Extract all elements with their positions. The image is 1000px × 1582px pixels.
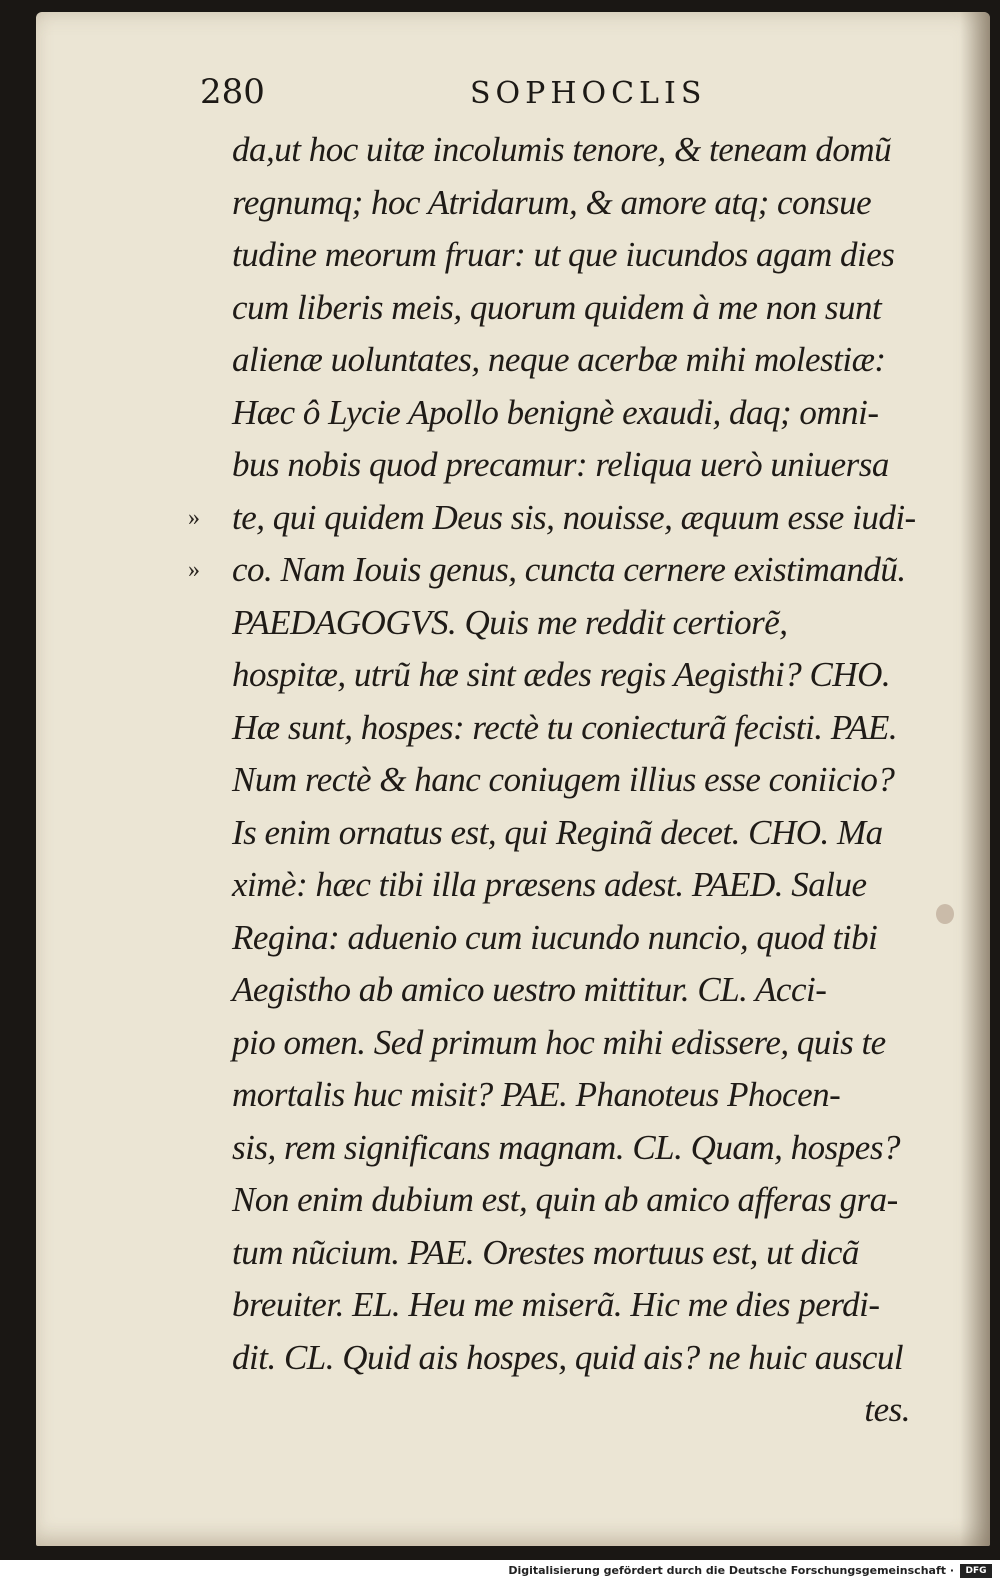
running-head [200, 72, 760, 112]
line-text: Num rectè & hanc coniugem illius esse coniicio? [232, 760, 895, 799]
text-line [190, 912, 940, 965]
line-text: pio omen. Sed primum hoc mihi edissere, quis te [232, 1022, 886, 1062]
text-line [190, 807, 940, 860]
text-line [190, 492, 940, 545]
line-text: tum nũcium. PAE. Orestes mortuus est, ut dicã [232, 1232, 859, 1272]
running-title: SOPHOCLIS [470, 76, 707, 111]
text-line [190, 1279, 940, 1332]
spine-shadow [960, 12, 990, 1546]
text-line [190, 439, 940, 492]
line-text: alienæ uoluntates, neque acerbæ mihi molestiæ: [232, 340, 886, 379]
line-text: Non enim dubium est, quin ab amico afferas gra- [232, 1180, 898, 1219]
line-text: mortalis huc misit? PAE. Phanoteus Phocen- [232, 1075, 841, 1114]
catchword-line [190, 1384, 940, 1437]
text-line [190, 544, 940, 597]
text-line [190, 859, 940, 912]
text-line [190, 964, 940, 1017]
line-text: ximè: hæc tibi illa præsens adest. PAED. Salue [232, 865, 867, 904]
page-number: 280 [200, 72, 265, 112]
text-line [190, 282, 940, 335]
text-line [190, 177, 940, 230]
line-text: dit. CL. Quid ais hospes, quid ais? ne huic auscul [232, 1337, 904, 1377]
line-text: regnumq; hoc Atridarum, & amore atq; consue [232, 182, 872, 222]
line-text: da,ut hoc uitæ incolumis tenore, & teneam domũ [232, 130, 892, 169]
text-line [190, 1017, 940, 1070]
text-line [190, 1332, 940, 1385]
text-line [190, 702, 940, 755]
text-line [190, 229, 940, 282]
text-line [190, 597, 940, 650]
footer-bar [0, 1560, 1000, 1582]
dfg-logo: DFG [960, 1564, 992, 1578]
line-text: bus nobis quod precamur: reliqua uerò uniuersa [232, 445, 889, 484]
line-text: breuiter. EL. Heu me miserã. Hic me dies perdi- [232, 1285, 880, 1324]
line-text: Is enim ornatus est, qui Reginã decet. CHO. Ma [232, 812, 883, 852]
line-text: tudine meorum fruar: ut que iucundos agam dies [232, 235, 895, 274]
text-line [190, 124, 940, 177]
line-text: Aegistho ab amico uestro mittitur. CL. Acci- [232, 970, 827, 1009]
text-line [190, 649, 940, 702]
text-line [190, 387, 940, 440]
catchword: tes. [864, 1390, 910, 1429]
line-text: co. Nam Iouis genus, cuncta cernere existimandũ. [232, 550, 906, 589]
text-line [190, 1174, 940, 1227]
line-text: sis, rem significans magnam. CL. Quam, hospes? [232, 1127, 900, 1167]
text-line [190, 1122, 940, 1175]
line-text: Hæc ô Lycie Apollo benignè exaudi, daq; omni- [232, 392, 879, 432]
text-line [190, 1227, 940, 1280]
line-text: Hæ sunt, hospes: rectè tu coniecturã fecisti. PAE. [232, 707, 898, 747]
quote-marker: » [188, 504, 200, 531]
line-text: te, qui quidem Deus sis, nouisse, æquum esse iudi- [232, 497, 916, 537]
line-text: cum liberis meis, quorum quidem à me non sunt [232, 287, 882, 327]
funding-credit: Digitalisierung gefördert durch die Deutsche Forschungsgemeinschaft · [508, 1564, 954, 1577]
line-text: hospitæ, utrũ hæ sint ædes regis Aegisthi? CHO. [232, 655, 891, 694]
line-text: Regina: aduenio cum iucundo nuncio, quod tibi [232, 917, 878, 957]
text-block [190, 124, 940, 1437]
line-text: PAEDAGOGVS. Quis me reddit certiorẽ, [232, 602, 788, 642]
text-line [190, 1069, 940, 1122]
text-line [190, 334, 940, 387]
quote-marker: » [188, 557, 200, 583]
text-line [190, 754, 940, 807]
